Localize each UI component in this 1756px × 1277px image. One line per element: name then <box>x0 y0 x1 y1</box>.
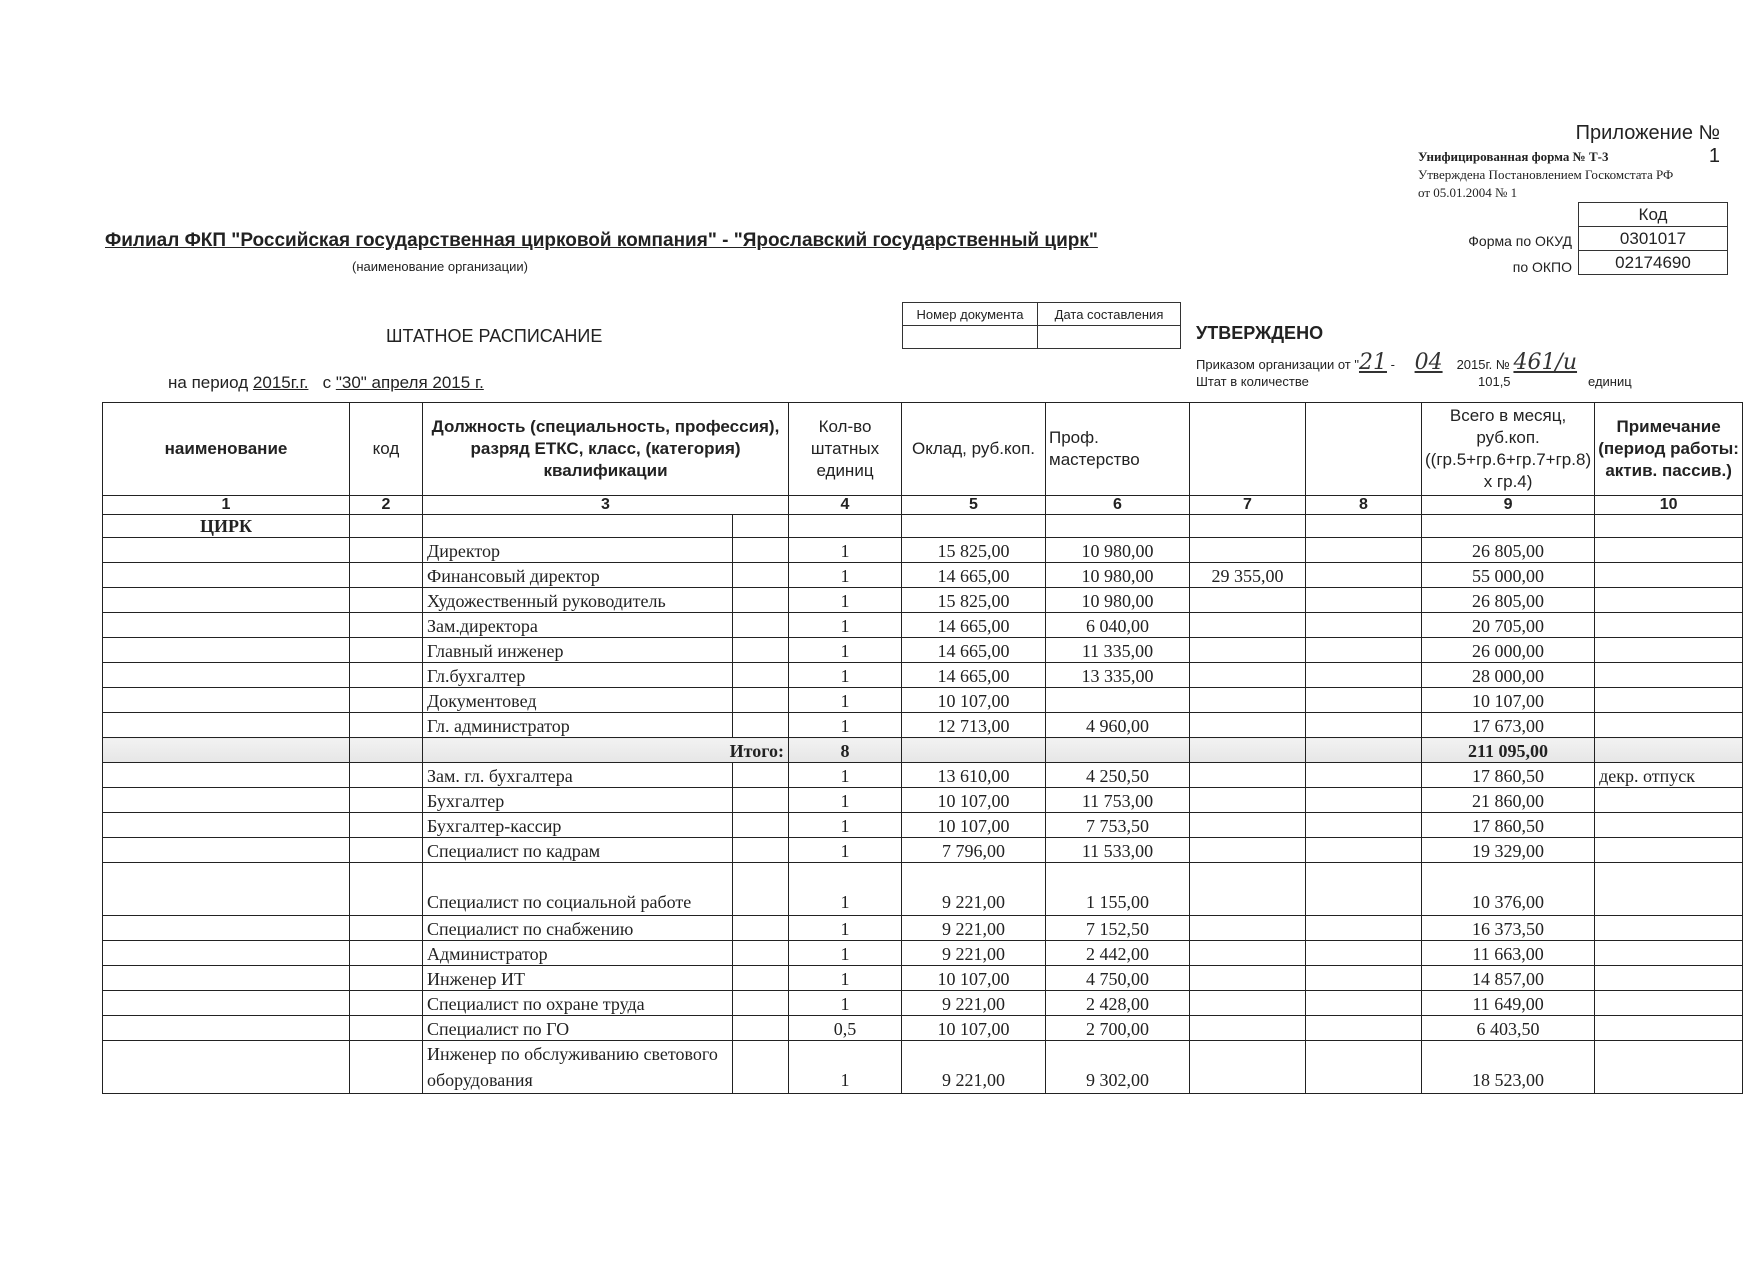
spacer-cell <box>733 991 789 1016</box>
column-number-row <box>103 496 1743 515</box>
note-cell <box>1595 588 1743 613</box>
header-cell: Примечание (период работы: актив. пассив.) <box>1595 403 1743 496</box>
org-name: Филиал ФКП "Российская государственная цирковой компания" - "Ярославский государственный цирк" <box>105 230 1098 251</box>
column-number: 10 <box>1595 496 1743 515</box>
table-row <box>103 713 1743 738</box>
prof-cell <box>1046 688 1190 713</box>
prof-cell: 6 040,00 <box>1046 613 1190 638</box>
doc-date-value <box>1038 326 1181 349</box>
code-cell <box>350 763 423 788</box>
code-cell <box>350 863 423 916</box>
header-cell: Оклад, руб.коп. <box>902 403 1046 496</box>
salary-cell: 14 665,00 <box>902 563 1046 588</box>
col8-cell <box>1306 738 1422 763</box>
table-row <box>103 916 1743 941</box>
total-cell: 10 376,00 <box>1422 863 1595 916</box>
table-row <box>103 813 1743 838</box>
col8-cell <box>1306 863 1422 916</box>
col8-cell <box>1306 638 1422 663</box>
staff-table <box>102 402 1743 1094</box>
position-cell: Зам. гл. бухгалтера <box>423 763 733 788</box>
total-cell: 19 329,00 <box>1422 838 1595 863</box>
spacer-cell <box>733 966 789 991</box>
salary-cell: 14 665,00 <box>902 638 1046 663</box>
table-row <box>103 538 1743 563</box>
salary-cell: 9 221,00 <box>902 863 1046 916</box>
order-prefix: Приказом организации от " <box>1196 357 1359 372</box>
total-cell: 26 805,00 <box>1422 588 1595 613</box>
total-cell: 55 000,00 <box>1422 563 1595 588</box>
table-row <box>103 1041 1743 1094</box>
staff-count: 101,5 <box>1478 374 1511 389</box>
okud-value: 0301017 <box>1579 227 1728 251</box>
period-from: с <box>322 373 332 392</box>
code-cell <box>350 638 423 663</box>
header-cell <box>1306 403 1422 496</box>
form-approved-by: Утверждена Постановлением Госкомстата РФ <box>1418 167 1674 182</box>
salary-cell: 9 221,00 <box>902 941 1046 966</box>
order-day: 21 <box>1358 350 1387 375</box>
qty-cell: 1 <box>789 991 902 1016</box>
spacer-cell <box>733 613 789 638</box>
prof-cell: 4 750,00 <box>1046 966 1190 991</box>
note-cell <box>1595 713 1743 738</box>
code-cell <box>350 688 423 713</box>
qty-cell: 1 <box>789 538 902 563</box>
code-cell <box>350 738 423 763</box>
note-cell <box>1595 738 1743 763</box>
subtotal-qty: 8 <box>789 738 902 763</box>
staff-unit: единиц <box>1588 374 1632 389</box>
qty-cell: 1 <box>789 663 902 688</box>
name-cell <box>103 738 350 763</box>
note-cell <box>1595 813 1743 838</box>
col7-cell <box>1190 966 1306 991</box>
col7-cell <box>1190 688 1306 713</box>
salary-cell: 13 610,00 <box>902 763 1046 788</box>
prof-cell: 1 155,00 <box>1046 863 1190 916</box>
note-cell <box>1595 966 1743 991</box>
prof-cell: 2 700,00 <box>1046 1016 1190 1041</box>
salary-cell: 10 107,00 <box>902 966 1046 991</box>
code-cell <box>350 991 423 1016</box>
name-cell <box>103 713 350 738</box>
prof-cell: 9 302,00 <box>1046 1041 1190 1094</box>
header-cell: наименование <box>103 403 350 496</box>
col7-cell: 29 355,00 <box>1190 563 1306 588</box>
note-cell <box>1595 613 1743 638</box>
col8-cell <box>1306 966 1422 991</box>
order-year: 2015г. № <box>1456 357 1510 372</box>
note-cell <box>1595 1041 1743 1094</box>
table-row <box>103 863 1743 916</box>
name-cell <box>103 941 350 966</box>
doc-number-table <box>902 302 1181 349</box>
table-row <box>103 588 1743 613</box>
spacer-cell <box>733 1041 789 1094</box>
code-cell <box>350 563 423 588</box>
col7-cell <box>1190 1016 1306 1041</box>
okud-label: Форма по ОКУД <box>1468 233 1572 249</box>
name-cell <box>103 563 350 588</box>
col7-cell <box>1190 713 1306 738</box>
salary-cell: 15 825,00 <box>902 588 1046 613</box>
note-cell: декр. отпуск <box>1595 763 1743 788</box>
table-row <box>103 638 1743 663</box>
note-cell <box>1595 863 1743 916</box>
col8-cell <box>1306 763 1422 788</box>
code-cell <box>350 538 423 563</box>
note-cell <box>1595 991 1743 1016</box>
staff-line <box>1196 374 1646 389</box>
table-row <box>103 838 1743 863</box>
code-cell <box>350 588 423 613</box>
col7-cell <box>1190 1041 1306 1094</box>
col7-cell <box>1190 663 1306 688</box>
total-cell: 18 523,00 <box>1422 1041 1595 1094</box>
salary-cell: 14 665,00 <box>902 663 1046 688</box>
subtotal-label: Итого: <box>423 738 789 763</box>
spacer-cell <box>733 563 789 588</box>
col8-cell <box>1306 563 1422 588</box>
total-cell: 26 000,00 <box>1422 638 1595 663</box>
name-cell <box>103 538 350 563</box>
approved-label: УТВЕРЖДЕНО <box>1196 323 1324 343</box>
qty-cell: 1 <box>789 613 902 638</box>
qty-cell: 1 <box>789 563 902 588</box>
table-row <box>103 663 1743 688</box>
name-cell <box>103 838 350 863</box>
qty-cell: 1 <box>789 916 902 941</box>
okpo-label: по ОКПО <box>1512 259 1572 275</box>
qty-cell: 1 <box>789 763 902 788</box>
col8-cell <box>1306 838 1422 863</box>
col8-cell <box>1306 813 1422 838</box>
doc-number-value <box>903 326 1038 349</box>
name-cell <box>103 991 350 1016</box>
salary-cell: 12 713,00 <box>902 713 1046 738</box>
salary-cell: 9 221,00 <box>902 991 1046 1016</box>
salary-cell: 7 796,00 <box>902 838 1046 863</box>
form-info <box>1418 148 1738 202</box>
order-number: 461/и <box>1513 350 1578 375</box>
position-cell: Документовед <box>423 688 733 713</box>
salary-cell: 14 665,00 <box>902 613 1046 638</box>
code-cell <box>350 916 423 941</box>
name-cell <box>103 638 350 663</box>
header-cell: Кол-во штатных единиц <box>789 403 902 496</box>
col7-cell <box>1190 863 1306 916</box>
position-cell: Специалист по кадрам <box>423 838 733 863</box>
prof-cell: 10 980,00 <box>1046 538 1190 563</box>
table-row <box>103 1016 1743 1041</box>
salary-cell <box>902 738 1046 763</box>
period-line <box>168 373 484 393</box>
col8-cell <box>1306 1016 1422 1041</box>
code-cell <box>350 813 423 838</box>
prof-cell: 11 753,00 <box>1046 788 1190 813</box>
spacer-cell <box>733 588 789 613</box>
total-cell: 17 860,50 <box>1422 763 1595 788</box>
note-cell <box>1595 663 1743 688</box>
code-cell <box>350 1041 423 1094</box>
name-cell <box>103 966 350 991</box>
spacer-cell <box>733 1016 789 1041</box>
salary-cell: 9 221,00 <box>902 916 1046 941</box>
total-cell: 21 860,00 <box>1422 788 1595 813</box>
prof-cell: 10 980,00 <box>1046 563 1190 588</box>
code-cell <box>350 713 423 738</box>
header-cell: Всего в месяц, руб.коп. ((гр.5+гр.6+гр.7+гр.8) x гр.4) <box>1422 403 1595 496</box>
col7-cell <box>1190 638 1306 663</box>
table-row <box>103 688 1743 713</box>
table-row <box>103 991 1743 1016</box>
salary-cell: 9 221,00 <box>902 1041 1046 1094</box>
qty-cell: 0,5 <box>789 1016 902 1041</box>
column-number: 4 <box>789 496 902 515</box>
spacer-cell <box>733 788 789 813</box>
qty-cell: 1 <box>789 941 902 966</box>
note-cell <box>1595 916 1743 941</box>
section-title: ЦИРК <box>103 515 350 538</box>
position-cell: Инженер ИТ <box>423 966 733 991</box>
col7-cell <box>1190 588 1306 613</box>
prof-cell: 2 442,00 <box>1046 941 1190 966</box>
col7-cell <box>1190 838 1306 863</box>
col8-cell <box>1306 788 1422 813</box>
col7-cell <box>1190 813 1306 838</box>
qty-cell: 1 <box>789 588 902 613</box>
col8-cell <box>1306 941 1422 966</box>
order-line: Приказом организации от "21 - 04 2015г. № 461/и <box>1196 350 1578 375</box>
qty-cell: 1 <box>789 1041 902 1094</box>
spacer-cell <box>733 813 789 838</box>
total-cell: 17 860,50 <box>1422 813 1595 838</box>
code-cell <box>350 788 423 813</box>
salary-cell: 10 107,00 <box>902 1016 1046 1041</box>
qty-cell: 1 <box>789 838 902 863</box>
table-row <box>103 613 1743 638</box>
spacer-cell <box>733 538 789 563</box>
note-cell <box>1595 538 1743 563</box>
name-cell <box>103 788 350 813</box>
appendix-label: Приложение № 1 <box>1575 122 1720 167</box>
total-cell: 10 107,00 <box>1422 688 1595 713</box>
salary-cell: 10 107,00 <box>902 788 1046 813</box>
doc-number-label: Номер документа <box>903 303 1038 326</box>
position-cell: Специалист по социальной работе <box>423 863 733 916</box>
prof-cell: 7 152,50 <box>1046 916 1190 941</box>
order-month: 04 <box>1414 350 1443 375</box>
header-row <box>103 403 1743 496</box>
col8-cell <box>1306 663 1422 688</box>
qty-cell: 1 <box>789 813 902 838</box>
qty-cell: 1 <box>789 966 902 991</box>
code-cell <box>350 966 423 991</box>
total-cell: 14 857,00 <box>1422 966 1595 991</box>
spacer-cell <box>733 863 789 916</box>
note-cell <box>1595 1016 1743 1041</box>
col7-cell <box>1190 538 1306 563</box>
period-year: 2015г.г. <box>252 373 309 392</box>
col8-cell <box>1306 991 1422 1016</box>
col7-cell <box>1190 916 1306 941</box>
form-approved-date: от 05.01.2004 № 1 <box>1418 185 1518 200</box>
name-cell <box>103 613 350 638</box>
total-cell: 11 663,00 <box>1422 941 1595 966</box>
name-cell <box>103 588 350 613</box>
position-cell: Зам.директора <box>423 613 733 638</box>
col8-cell <box>1306 713 1422 738</box>
prof-cell: 10 980,00 <box>1046 588 1190 613</box>
section-row <box>103 515 1743 538</box>
name-cell <box>103 813 350 838</box>
header-cell: Должность (специальность, профессия), разряд ЕТКС, класс, (категория) квалификации <box>423 403 789 496</box>
qty-cell: 1 <box>789 638 902 663</box>
column-number: 8 <box>1306 496 1422 515</box>
salary-cell: 10 107,00 <box>902 813 1046 838</box>
header-cell: Проф. мастерство <box>1046 403 1190 496</box>
header-cell <box>1190 403 1306 496</box>
prof-cell: 4 960,00 <box>1046 713 1190 738</box>
column-number: 2 <box>350 496 423 515</box>
position-cell: Бухгалтер-кассир <box>423 813 733 838</box>
position-cell: Специалист по ГО <box>423 1016 733 1041</box>
name-cell <box>103 663 350 688</box>
spacer-cell <box>733 688 789 713</box>
col7-cell <box>1190 788 1306 813</box>
column-number: 7 <box>1190 496 1306 515</box>
prof-cell: 13 335,00 <box>1046 663 1190 688</box>
note-cell <box>1595 838 1743 863</box>
note-cell <box>1595 688 1743 713</box>
col8-cell <box>1306 688 1422 713</box>
org-caption: (наименование организации) <box>352 259 528 274</box>
col7-cell <box>1190 941 1306 966</box>
spacer-cell <box>733 838 789 863</box>
position-cell: Специалист по снабжению <box>423 916 733 941</box>
name-cell <box>103 916 350 941</box>
table-row <box>103 966 1743 991</box>
prof-cell: 7 753,50 <box>1046 813 1190 838</box>
col7-cell <box>1190 991 1306 1016</box>
code-cell <box>350 1016 423 1041</box>
doc-title: ШТАТНОЕ РАСПИСАНИЕ <box>386 326 603 346</box>
col8-cell <box>1306 1041 1422 1094</box>
table-row <box>103 788 1743 813</box>
note-cell <box>1595 788 1743 813</box>
prof-cell: 4 250,50 <box>1046 763 1190 788</box>
prof-cell: 11 335,00 <box>1046 638 1190 663</box>
prof-cell <box>1046 738 1190 763</box>
position-cell: Инженер по обслуживанию светового оборудования <box>423 1041 733 1094</box>
total-cell: 28 000,00 <box>1422 663 1595 688</box>
position-cell: Художественный руководитель <box>423 588 733 613</box>
subtotal-row <box>103 738 1743 763</box>
column-number: 3 <box>423 496 789 515</box>
col8-cell <box>1306 588 1422 613</box>
code-cell <box>350 838 423 863</box>
spacer-cell <box>733 916 789 941</box>
table-row <box>103 563 1743 588</box>
position-cell: Финансовый директор <box>423 563 733 588</box>
qty-cell: 1 <box>789 713 902 738</box>
note-cell <box>1595 941 1743 966</box>
column-number: 1 <box>103 496 350 515</box>
spacer-cell <box>733 941 789 966</box>
col7-cell <box>1190 763 1306 788</box>
staff-label: Штат в количестве <box>1196 374 1309 389</box>
doc-date-label: Дата составления <box>1038 303 1181 326</box>
position-cell: Специалист по охране труда <box>423 991 733 1016</box>
table-row <box>103 941 1743 966</box>
spacer-cell <box>733 638 789 663</box>
total-cell: 20 705,00 <box>1422 613 1595 638</box>
salary-cell: 15 825,00 <box>902 538 1046 563</box>
header-cell: код <box>350 403 423 496</box>
spacer-cell <box>733 763 789 788</box>
total-cell: 16 373,50 <box>1422 916 1595 941</box>
column-number: 6 <box>1046 496 1190 515</box>
name-cell <box>103 688 350 713</box>
col8-cell <box>1306 613 1422 638</box>
position-cell: Главный инженер <box>423 638 733 663</box>
position-cell: Бухгалтер <box>423 788 733 813</box>
prof-cell: 11 533,00 <box>1046 838 1190 863</box>
note-cell <box>1595 638 1743 663</box>
name-cell <box>103 763 350 788</box>
name-cell <box>103 1041 350 1094</box>
codes-table <box>1578 202 1728 275</box>
form-name: Унифицированная форма № Т-3 <box>1418 149 1609 164</box>
name-cell <box>103 863 350 916</box>
total-cell: 6 403,50 <box>1422 1016 1595 1041</box>
qty-cell: 1 <box>789 688 902 713</box>
period-date: "30" апреля 2015 г. <box>335 373 484 392</box>
spacer-cell <box>733 663 789 688</box>
period-prefix: на период <box>168 373 249 392</box>
table-row <box>103 763 1743 788</box>
subtotal-total: 211 095,00 <box>1422 738 1595 763</box>
code-label: Код <box>1579 203 1728 227</box>
spacer-cell <box>733 713 789 738</box>
column-number: 9 <box>1422 496 1595 515</box>
qty-cell: 1 <box>789 788 902 813</box>
col7-cell <box>1190 738 1306 763</box>
position-cell: Гл.бухгалтер <box>423 663 733 688</box>
code-cell <box>350 663 423 688</box>
col8-cell <box>1306 538 1422 563</box>
total-cell: 11 649,00 <box>1422 991 1595 1016</box>
position-cell: Гл. администратор <box>423 713 733 738</box>
salary-cell: 10 107,00 <box>902 688 1046 713</box>
column-number: 5 <box>902 496 1046 515</box>
okpo-value: 02174690 <box>1579 251 1728 275</box>
qty-cell: 1 <box>789 863 902 916</box>
code-cell <box>350 941 423 966</box>
position-cell: Директор <box>423 538 733 563</box>
prof-cell: 2 428,00 <box>1046 991 1190 1016</box>
name-cell <box>103 1016 350 1041</box>
total-cell: 26 805,00 <box>1422 538 1595 563</box>
code-cell <box>350 613 423 638</box>
note-cell <box>1595 563 1743 588</box>
col7-cell <box>1190 613 1306 638</box>
position-cell: Администратор <box>423 941 733 966</box>
total-cell: 17 673,00 <box>1422 713 1595 738</box>
col8-cell <box>1306 916 1422 941</box>
